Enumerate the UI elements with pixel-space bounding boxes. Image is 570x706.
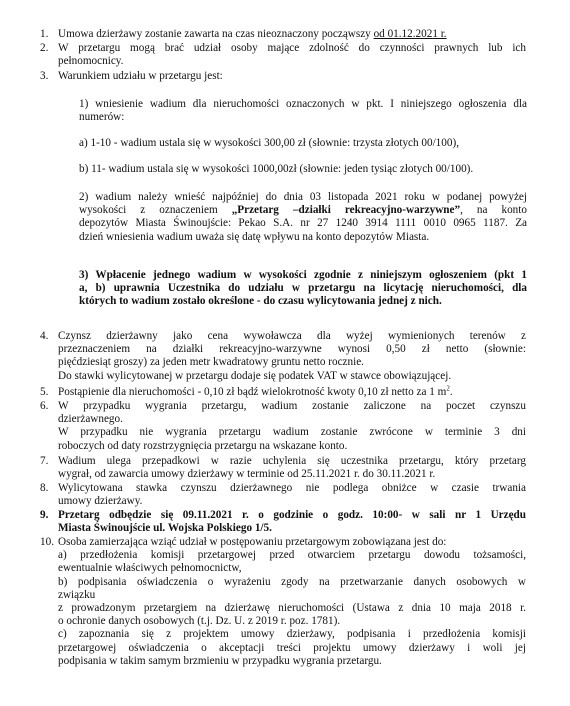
list-item-9 [40,509,526,535]
item-line: przeznaczeniem na działki rekreacyjno-warzywne wynosi 0,50 zł netto (słownie: [58,343,526,356]
condition-2 [79,191,527,244]
item-line: związku [58,588,96,601]
item-number: 3. [40,70,49,82]
item-line: Miasta Świnoujście ul. Wojska Polskiego 1/5. [58,522,272,535]
item-line: o ochronie danych osobowych (t.j. Dz. U. z 2019 r. poz. 1781). [58,615,341,628]
list-item-10 [40,536,526,668]
condition-line: których to wadium zostało określone - do czasu wylicytowania jednej z nich. [79,295,442,308]
item-line: a) przedłożenia komisji przetargowej przed otwarciem przetargu dowodu tożsamości, [58,549,526,562]
condition-text: , na konto [460,204,527,217]
item-line: z prowadzonym przetargiem na dzierżawę nieruchomości (Ustawa z dnia 10 maja 2018 r. [58,602,526,615]
condition-1b [79,163,527,176]
item-line: ewentualnie właściwych pełnomocnictw, [58,562,242,575]
item-line: pełnomocnicy. [58,55,124,68]
condition-line: dzień wniesienia wadium uważa się datę wpływu na konto depozytów Miasta. [79,230,430,243]
item-number: 7. [40,455,49,467]
list-item-7 [40,455,526,481]
condition-line: 3) Wpłacenie jednego wadium w wysokości zgodnie z niniejszym ogłoszeniem (pkt 1 [79,269,527,281]
item-line: b) podpisania oświadczenia o wyrażeniu zgody na przetwarzanie danych osobowych w [58,575,526,588]
item-number: 8. [40,482,49,494]
item-line: W przypadku nie wygrania przetargu wadium zostanie zwrócone w terminie 3 dni [58,426,526,439]
item-line: W przypadku wygrania przetargu, wadium zostanie zaliczone na poczet czynszu [58,400,526,412]
condition-1 [79,98,527,124]
list-item-5 [40,384,526,399]
item-line: dzierżawnego. [58,413,123,426]
item-line: roboczych od daty rozstrzygnięcia przetargu na wskazane konto. [58,439,348,452]
item-number: 6. [40,400,49,412]
list-item-1 [40,28,526,41]
item-line: pięćdziesiąt groszy) za jeden metr kwadratowy gruntu netto rocznie. [58,356,364,369]
condition-3 [79,269,527,309]
condition-line: a, b) uprawnia Uczestnika do udziału w przetargu na licytację nieruchomości, dla [79,282,527,295]
list-item-8 [40,482,526,508]
item-number: 5. [40,386,49,398]
item-line: Do stawki wylicytowanej w przetargu dodaje się podatek VAT w stawce obowiązującej. [58,369,452,382]
item-line: Czynsz dzierżawny jako cena wywoławcza dla wyżej wymienionych terenów z [58,330,526,342]
list-item-2 [40,42,526,68]
list-item-3 [40,70,526,83]
condition-line: numerów: [79,111,125,124]
item-number: 4. [40,330,49,342]
item-number: 10. [40,536,54,548]
item-line: umowy dzierżawy. [58,495,143,508]
item-number: 2. [40,42,49,54]
item-text: Postąpienie dla nieruchomości - 0,10 zł bądź wielokrotność kwoty 0,10 zł netto za 1 m [58,386,447,398]
item-line: przetargowej oświadczenia o akceptacji treści projektu umowy dzierżawy i woli jej [58,641,526,654]
item-line: Przetarg odbędzie się 09.11.2021 r. o godzinie o godz. 10:00- w sali nr 1 Urzędu [58,509,526,521]
condition-line: a) 1-10 - wadium ustala się w wysokości 300,00 zł (słownie: trzysta złotych 00/100), [79,137,459,149]
item-text: Umowa dzierżawy zostanie zawarta na czas nieoznaczony począwszy [58,28,374,40]
item-line: W przetargu mogą brać udział osoby mające zdolność do czynności prawnych lub ich [58,42,526,54]
item-number: 9. [40,509,49,521]
item-line: Wylicytowana stawka czynszu dzierżawnego nie podlega obniżce w czasie trwania [58,482,526,494]
transfer-title: „Przetarg –działki rekreacyjno-warzywne” [231,204,461,217]
list-item-6 [40,400,526,453]
item-line: podpisania w takim samym brzmieniu w przypadku wygrania przetargu. [58,654,382,667]
condition-line: b) 11- wadium ustala się w wysokości 1000,00zł (słownie: jeden tysiąc złotych 00/100). [79,163,474,175]
item-line: Osoba zamierzająca wziąć udział w postępowaniu przetargowym zobowiązana jest do: [58,536,447,548]
item-text-end: . [449,386,453,398]
item-number: 1. [40,28,49,40]
condition-line [79,204,527,217]
condition-text: wysokości z oznaczeniem [79,204,232,217]
item-text: Warunkiem udziału w przetargu jest: [58,70,223,82]
contract-start-date: od 01.12.2021 r. [373,28,447,40]
item-line: c) zapoznania się z projektem umowy dzierżawy, podpisania i przedłożenia komisji [58,628,526,641]
condition-line: 1) wniesienie wadium dla nieruchomości oznaczonych w pkt. I niniejszego ogłoszenia dla [79,98,527,110]
item-line: wygrał, od zawarcia umowy dzierżawy w terminie od 25.11.2021 r. do 30.11.2021 r. [58,468,436,481]
superscript: 2 [446,384,450,393]
condition-line: 2) wadium należy wnieść najpóźniej do dnia 03 listopada 2021 roku w podanej powyżej [79,191,527,203]
item-line: Wadium ulega przepadkowi w razie uchylenia się uczestnika przetargu, który przetarg [58,455,526,467]
condition-1a [79,137,527,150]
list-item-4 [40,330,526,383]
condition-line: depozytów Miasta Świnoujście: Pekao S.A. nr 27 1240 3914 1111 0010 0965 1187. Za [79,217,527,230]
